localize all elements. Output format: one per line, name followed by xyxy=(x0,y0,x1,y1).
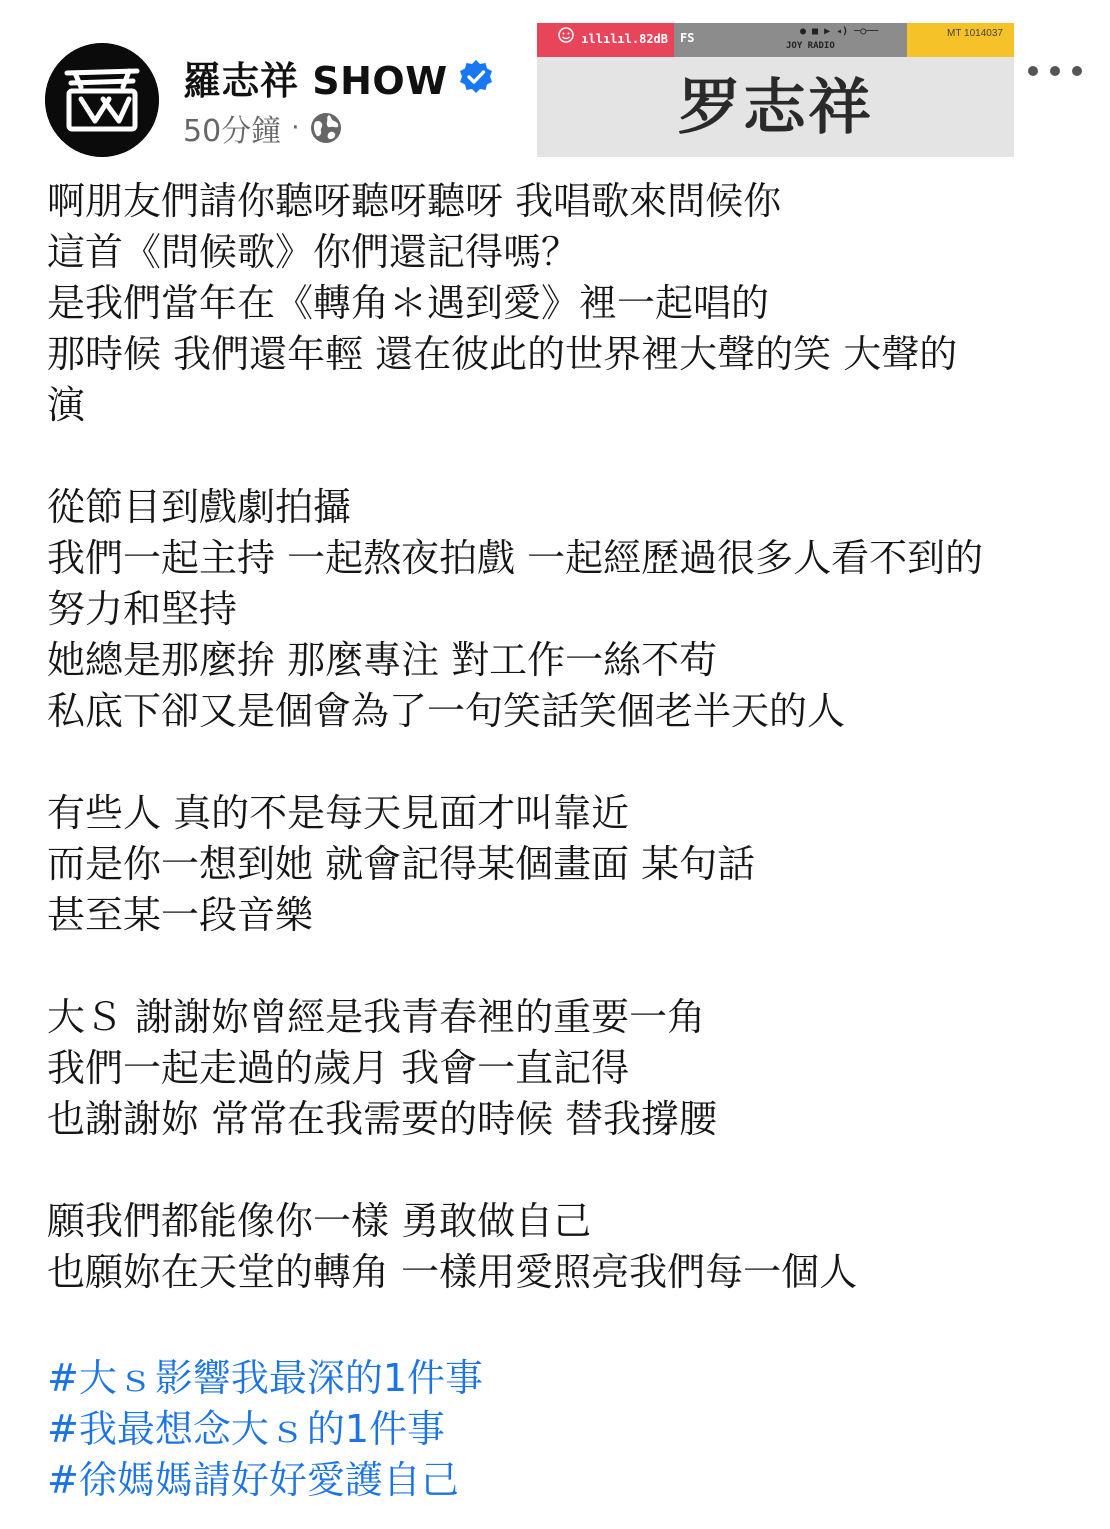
meta-separator: · xyxy=(291,113,300,143)
post-line: 甚至某一段音樂 xyxy=(47,893,314,937)
post-line: 啊朋友們請你聽呀聽呀聽呀 我唱歌來問候你 xyxy=(47,179,782,223)
banner-top-strip xyxy=(537,23,1014,57)
post-header xyxy=(0,0,1110,165)
post-line: 也願妳在天堂的轉角 一樣用愛照亮我們每一個人 xyxy=(47,1250,858,1294)
post-line: 這首《問候歌》你們還記得嗎？ xyxy=(47,230,580,274)
post-meta xyxy=(183,108,343,148)
more-dot-icon xyxy=(1072,66,1082,76)
paragraph-gap xyxy=(47,941,1092,992)
post-text xyxy=(47,176,1092,1298)
hashtag-link[interactable]: #徐媽媽請好好愛護自己 xyxy=(47,1458,459,1502)
hashtag-list xyxy=(47,1353,483,1506)
banner-red-segment xyxy=(537,23,674,57)
banner-title: 罗志祥 xyxy=(677,73,874,143)
post-line: 她總是那麼拚 那麼專注 對工作一絲不苟 xyxy=(47,638,718,682)
paragraph-gap xyxy=(47,737,1092,788)
post-line: 我們一起走過的歲月 我會一直記得 xyxy=(47,1046,630,1090)
verified-badge-icon xyxy=(458,59,494,95)
avatar-logo-icon xyxy=(45,43,159,157)
paragraph-gap xyxy=(47,1145,1092,1196)
post-line: 那時候 我們還年輕 還在彼此的世界裡大聲的笑 大聲的 xyxy=(47,332,958,376)
post-line: 努力和堅持 xyxy=(47,587,238,631)
mt-code: MT 1014037 xyxy=(947,28,1003,39)
more-dot-icon xyxy=(1050,66,1060,76)
banner-yellow-segment xyxy=(907,23,1014,57)
player-controls: ● ■ ▶ ◂) ─○── xyxy=(800,26,879,37)
post-line: 演 xyxy=(47,383,86,427)
post-timestamp[interactable]: 50分鐘 xyxy=(183,114,282,149)
post-line: 我們一起主持 一起熬夜拍戲 一起經歷過很多人看不到的 xyxy=(47,536,984,580)
volume-level-readout: ıllılıl.82dB xyxy=(581,32,668,46)
post-line: 願我們都能像你一樣 勇敢做自己 xyxy=(47,1199,592,1243)
fs-label: FS xyxy=(680,31,695,45)
hashtag-link[interactable]: #大ｓ影響我最深的1件事 xyxy=(47,1356,484,1400)
more-options-button[interactable] xyxy=(1028,58,1082,84)
avatar[interactable] xyxy=(45,43,159,157)
post-line: 私底下卻又是個會為了一句笑話笑個老半天的人 xyxy=(47,689,846,733)
radio-banner-image[interactable] xyxy=(537,23,1014,157)
page-name[interactable]: 羅志祥 SHOW xyxy=(183,58,448,103)
radio-name: JOY RADIO xyxy=(786,41,835,51)
paragraph-gap xyxy=(47,431,1092,482)
globe-icon xyxy=(309,111,343,145)
hashtag-link[interactable]: #我最想念大ｓ的1件事 xyxy=(47,1407,446,1451)
post-line: 也謝謝妳 常常在我需要的時候 替我撐腰 xyxy=(47,1097,718,1141)
post-line: 而是你一想到她 就會記得某個畫面 某句話 xyxy=(47,842,756,886)
post-line: 從節目到戲劇拍攝 xyxy=(47,485,352,529)
page-name-row xyxy=(183,52,494,102)
post-line: 大Ｓ 謝謝妳曾經是我青春裡的重要一角 xyxy=(47,995,706,1039)
banner-grey-segment xyxy=(674,23,907,57)
smiley-icon xyxy=(557,26,575,44)
post-line: 是我們當年在《轉角＊遇到愛》裡一起唱的 xyxy=(47,281,770,325)
more-dot-icon xyxy=(1028,66,1038,76)
post-line: 有些人 真的不是每天見面才叫靠近 xyxy=(47,791,630,835)
